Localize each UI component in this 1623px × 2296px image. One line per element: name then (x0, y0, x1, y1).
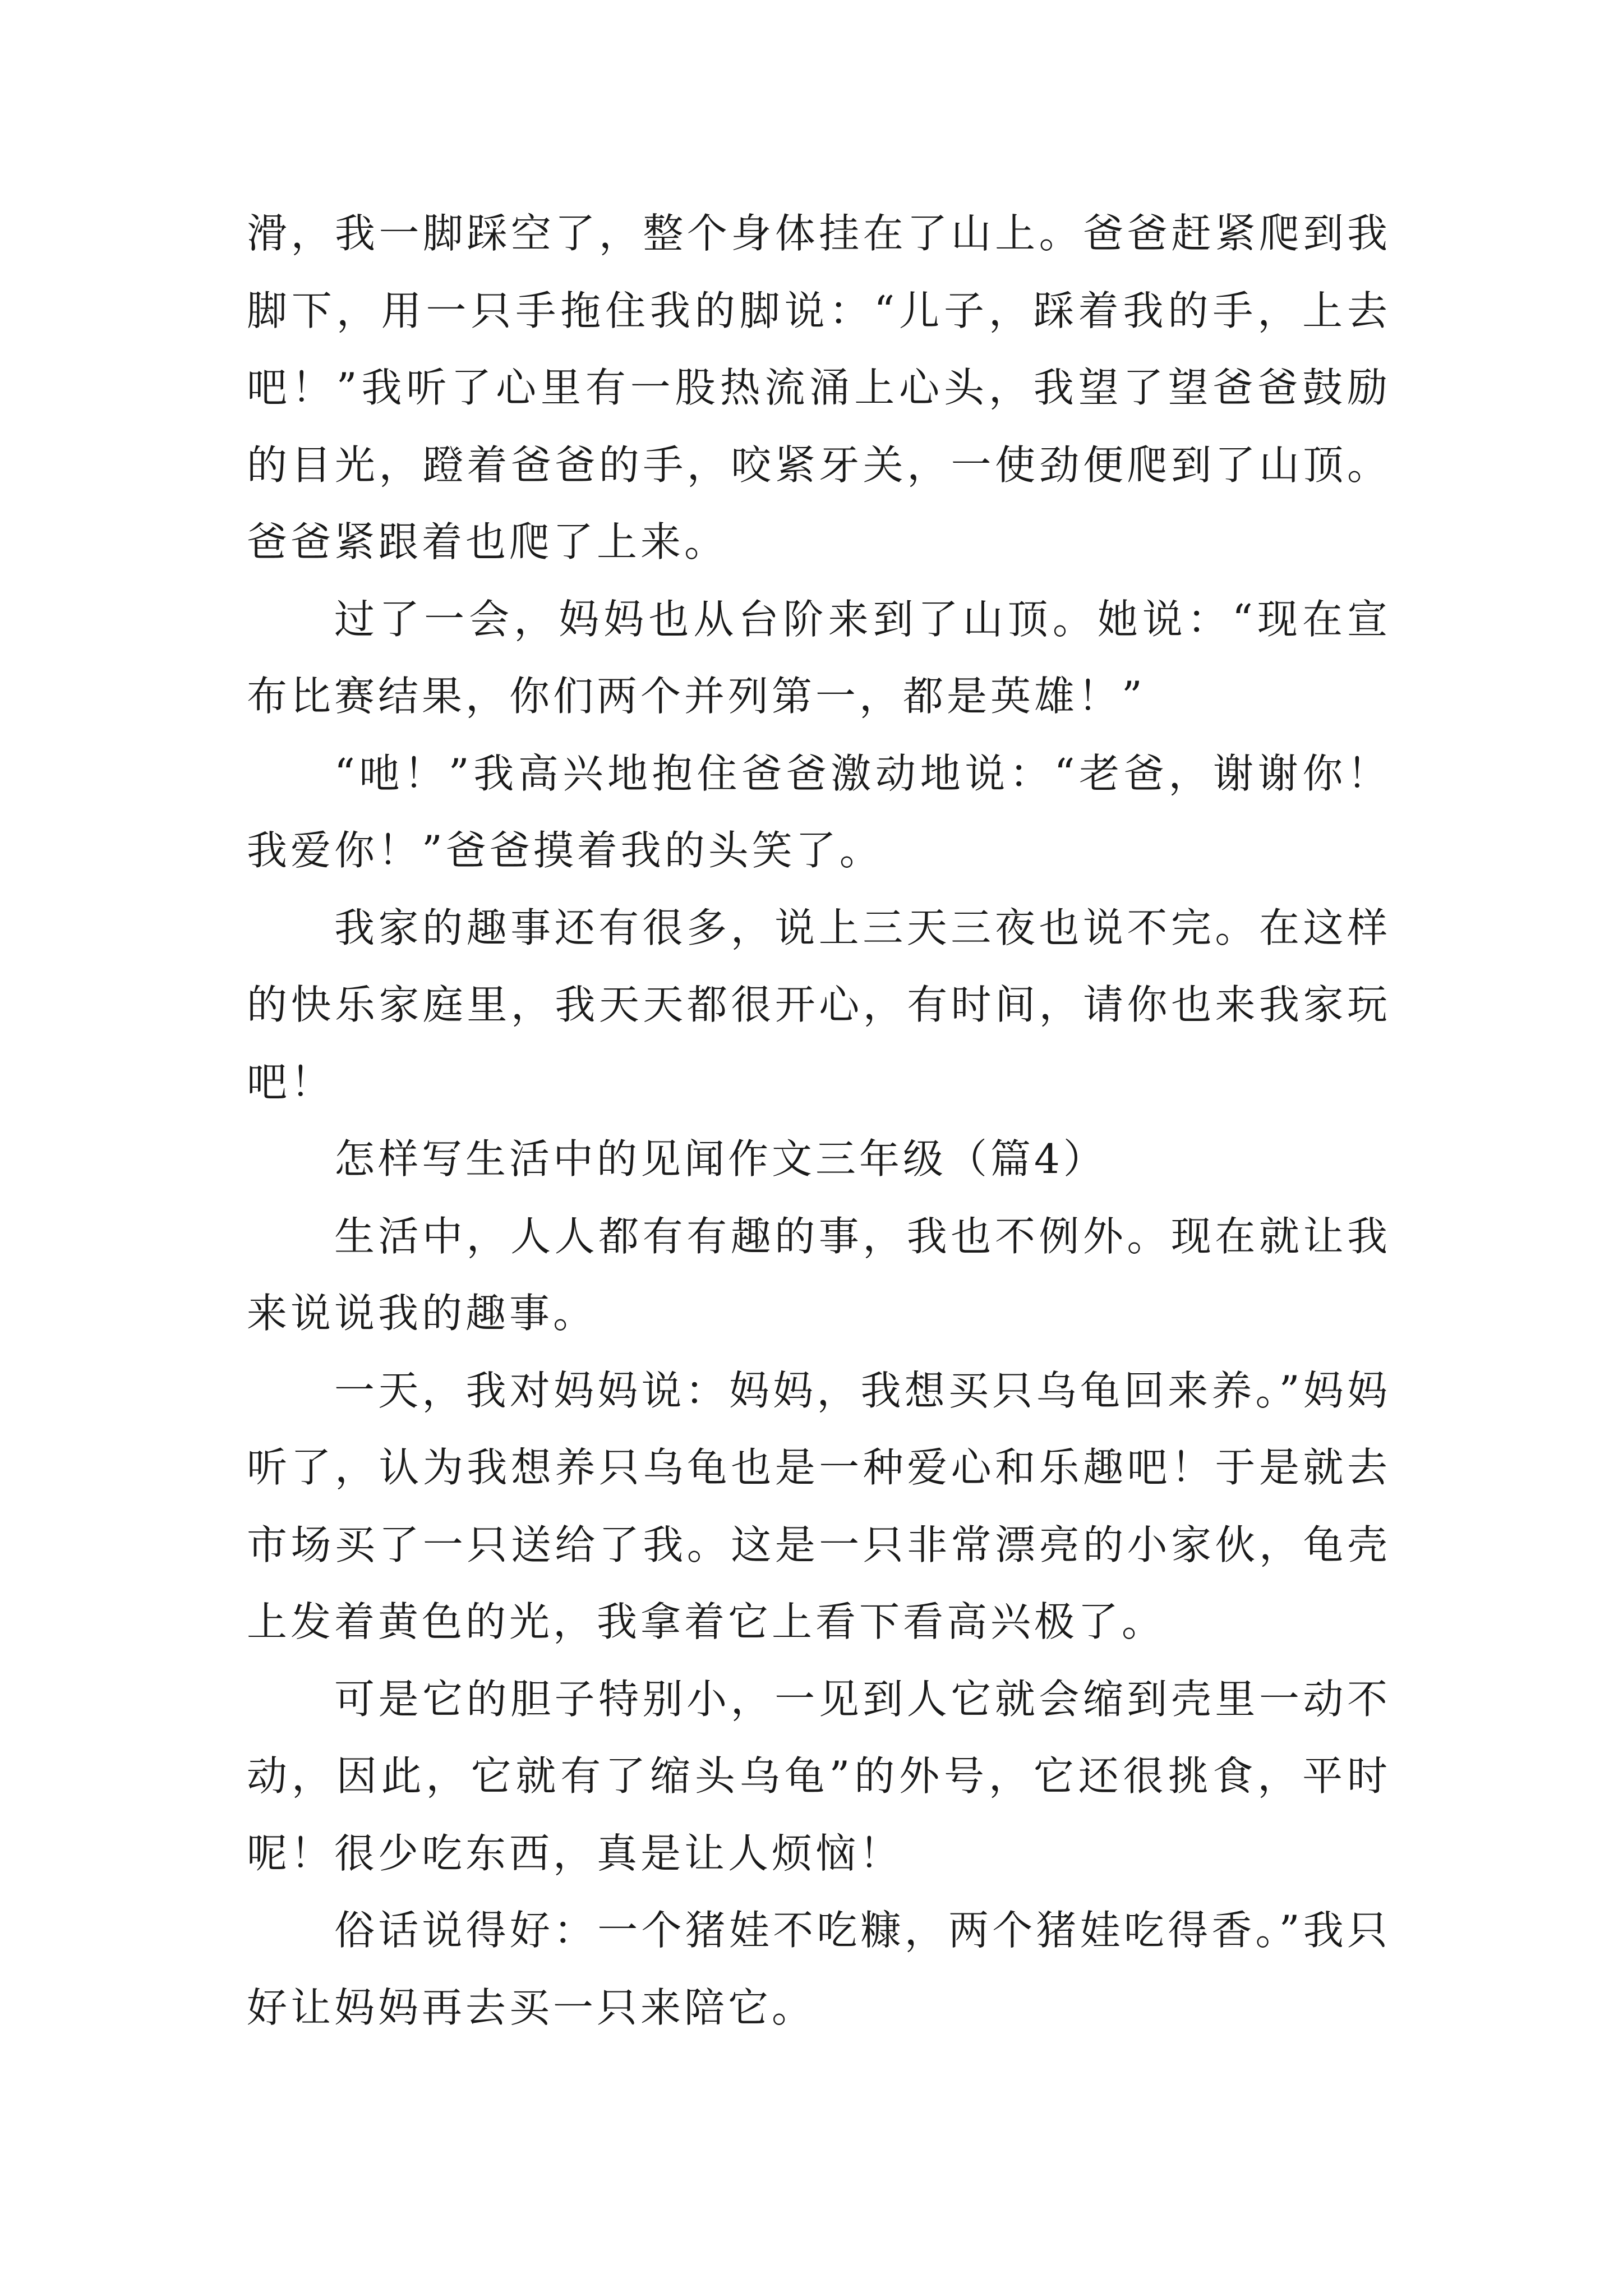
paragraph-6: 生活中，人人都有有趣的事，我也不例外。现在就让我来说说我的趣事。 (247, 1212, 1391, 1337)
paragraph-4: 我家的趣事还有很多，说上三天三夜也说不完。在这样的快乐家庭里，我天天都很开心，有时间，请你也来我家玩吧！ (247, 904, 1391, 1106)
paragraph-8: 可是它的胆子特别小，一见到人它就会缩到壳里一动不动，因此，它就有了缩头乌龟”的外号，它还很挑食，平时呢！很少吃东西，真是让人烦恼！ (247, 1675, 1391, 1877)
article-body (247, 195, 1391, 2046)
section-heading: 怎样写生活中的见闻作文三年级（篇4） (334, 1135, 1107, 1182)
paragraph-2: 过了一会，妈妈也从台阶来到了山顶。她说：“现在宣布比赛结果，你们两个并列第一，都是英雄！” (247, 595, 1391, 720)
paragraph-1: 滑，我一脚踩空了，整个身体挂在了山上。爸爸赶紧爬到我脚下，用一只手拖住我的脚说：“儿子，踩着我的手，上去吧！”我听了心里有一股热流涌上心头，我望了望爸爸鼓励的目光，蹬着爸爸的手，咬紧牙关，一使劲便爬到了山顶。爸爸紧跟着也爬了上来。 (247, 210, 1391, 565)
paragraph-7: 一天，我对妈妈说：妈妈，我想买只乌龟回来养。”妈妈听了，认为我想养只乌龟也是一种爱心和乐趣吧！于是就去市场买了一只送给了我。这是一只非常漂亮的小家伙，龟壳上发着黄色的光，我拿着它上看下看高兴极了。 (247, 1366, 1391, 1645)
paragraph-3: “吔！”我高兴地抱住爸爸激动地说：“老爸，谢谢你！我爱你！”爸爸摸着我的头笑了。 (247, 749, 1391, 874)
paragraph-9: 俗话说得好：一个猪娃不吃糠，两个猪娃吃得香。”我只好让妈妈再去买一只来陪它。 (247, 1907, 1391, 2031)
